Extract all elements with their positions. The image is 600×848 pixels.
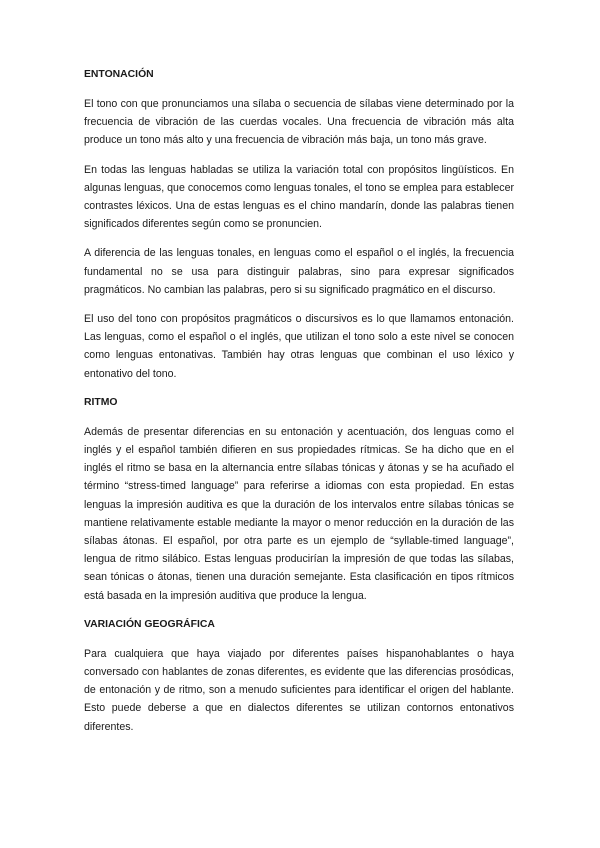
paragraph-variacion-1: Para cualquiera que haya viajado por diferentes países hispanohablantes o haya conversado con hablantes de zonas diferentes, es evidente que las diferencias prosódicas, de entonación y de ritmo, son a menudo suficientes para identificar el origen del hablante. Esto puede deberse a que en dialectos diferentes se utilizan contornos entonativos diferentes. (84, 647, 514, 733)
heading-variacion-geografica: VARIACIÓN GEOGRÁFICA (84, 618, 215, 630)
document-page (84, 66, 514, 736)
paragraph-entonacion-3: A diferencia de las lenguas tonales, en lenguas como el español o el inglés, la frecuencia fundamental no se usa para distinguir palabras, sino para expresar significados pragmáticos. No cambian las palabras, pero si su significado pragmático en el discurso. (84, 247, 514, 296)
paragraph-ritmo-1: Además de presentar diferencias en su entonación y acentuación, dos lenguas como el inglés y el español también difieren en sus propiedades rítmicas. Se ha dicho que en el inglés el ritmo se basa en la alternancia entre sílabas tónicas y átonas y se ha acuñado el término “stress-timed language” para referirse a idiomas con esta propiedad. En estas lenguas la impresión auditiva es que la duración de los intervalos entre sílabas tónicas se mantiene relativamente estable mediante la mayor o menor reducción en la duración de las sílabas átonas. El español, por otra parte es un ejemplo de “syllable-timed language”, lengua de ritmo silábico. Estas lenguas producirían la impresión de que todas las sílabas, sean tónicas o átonas, tienen una duración semejante. Esta clasificación en tipos rítmicos está basada en la impresión auditiva que produce la lengua. (84, 425, 514, 602)
paragraph-entonacion-2: En todas las lenguas habladas se utiliza la variación total con propósitos lingüísticos. En algunas lenguas, que conocemos como lenguas tonales, el tono se emplea para establecer contrastes léxicos. Una de estas lenguas es el chino mandarín, donde las palabras tienen significados diferentes según como se pronuncien. (84, 163, 514, 231)
paragraph-entonacion-1: El tono con que pronunciamos una sílaba o secuencia de sílabas viene determinado por la frecuencia de vibración de las cuerdas vocales. Una frecuencia de vibración más alta produce un tono más alto y una frecuencia de vibración más baja, un tono más grave. (84, 98, 514, 147)
heading-entonacion: ENTONACIÓN (84, 69, 154, 80)
heading-ritmo: RITMO (84, 396, 118, 408)
paragraph-entonacion-4: El uso del tono con propósitos pragmáticos o discursivos es lo que llamamos entonación. Las lenguas, como el español o el inglés, que utilizan el tono solo a este nivel se conocen como lenguas entonativas. También hay otras lenguas que combinan el uso léxico y entonativo del tono. (84, 313, 514, 380)
